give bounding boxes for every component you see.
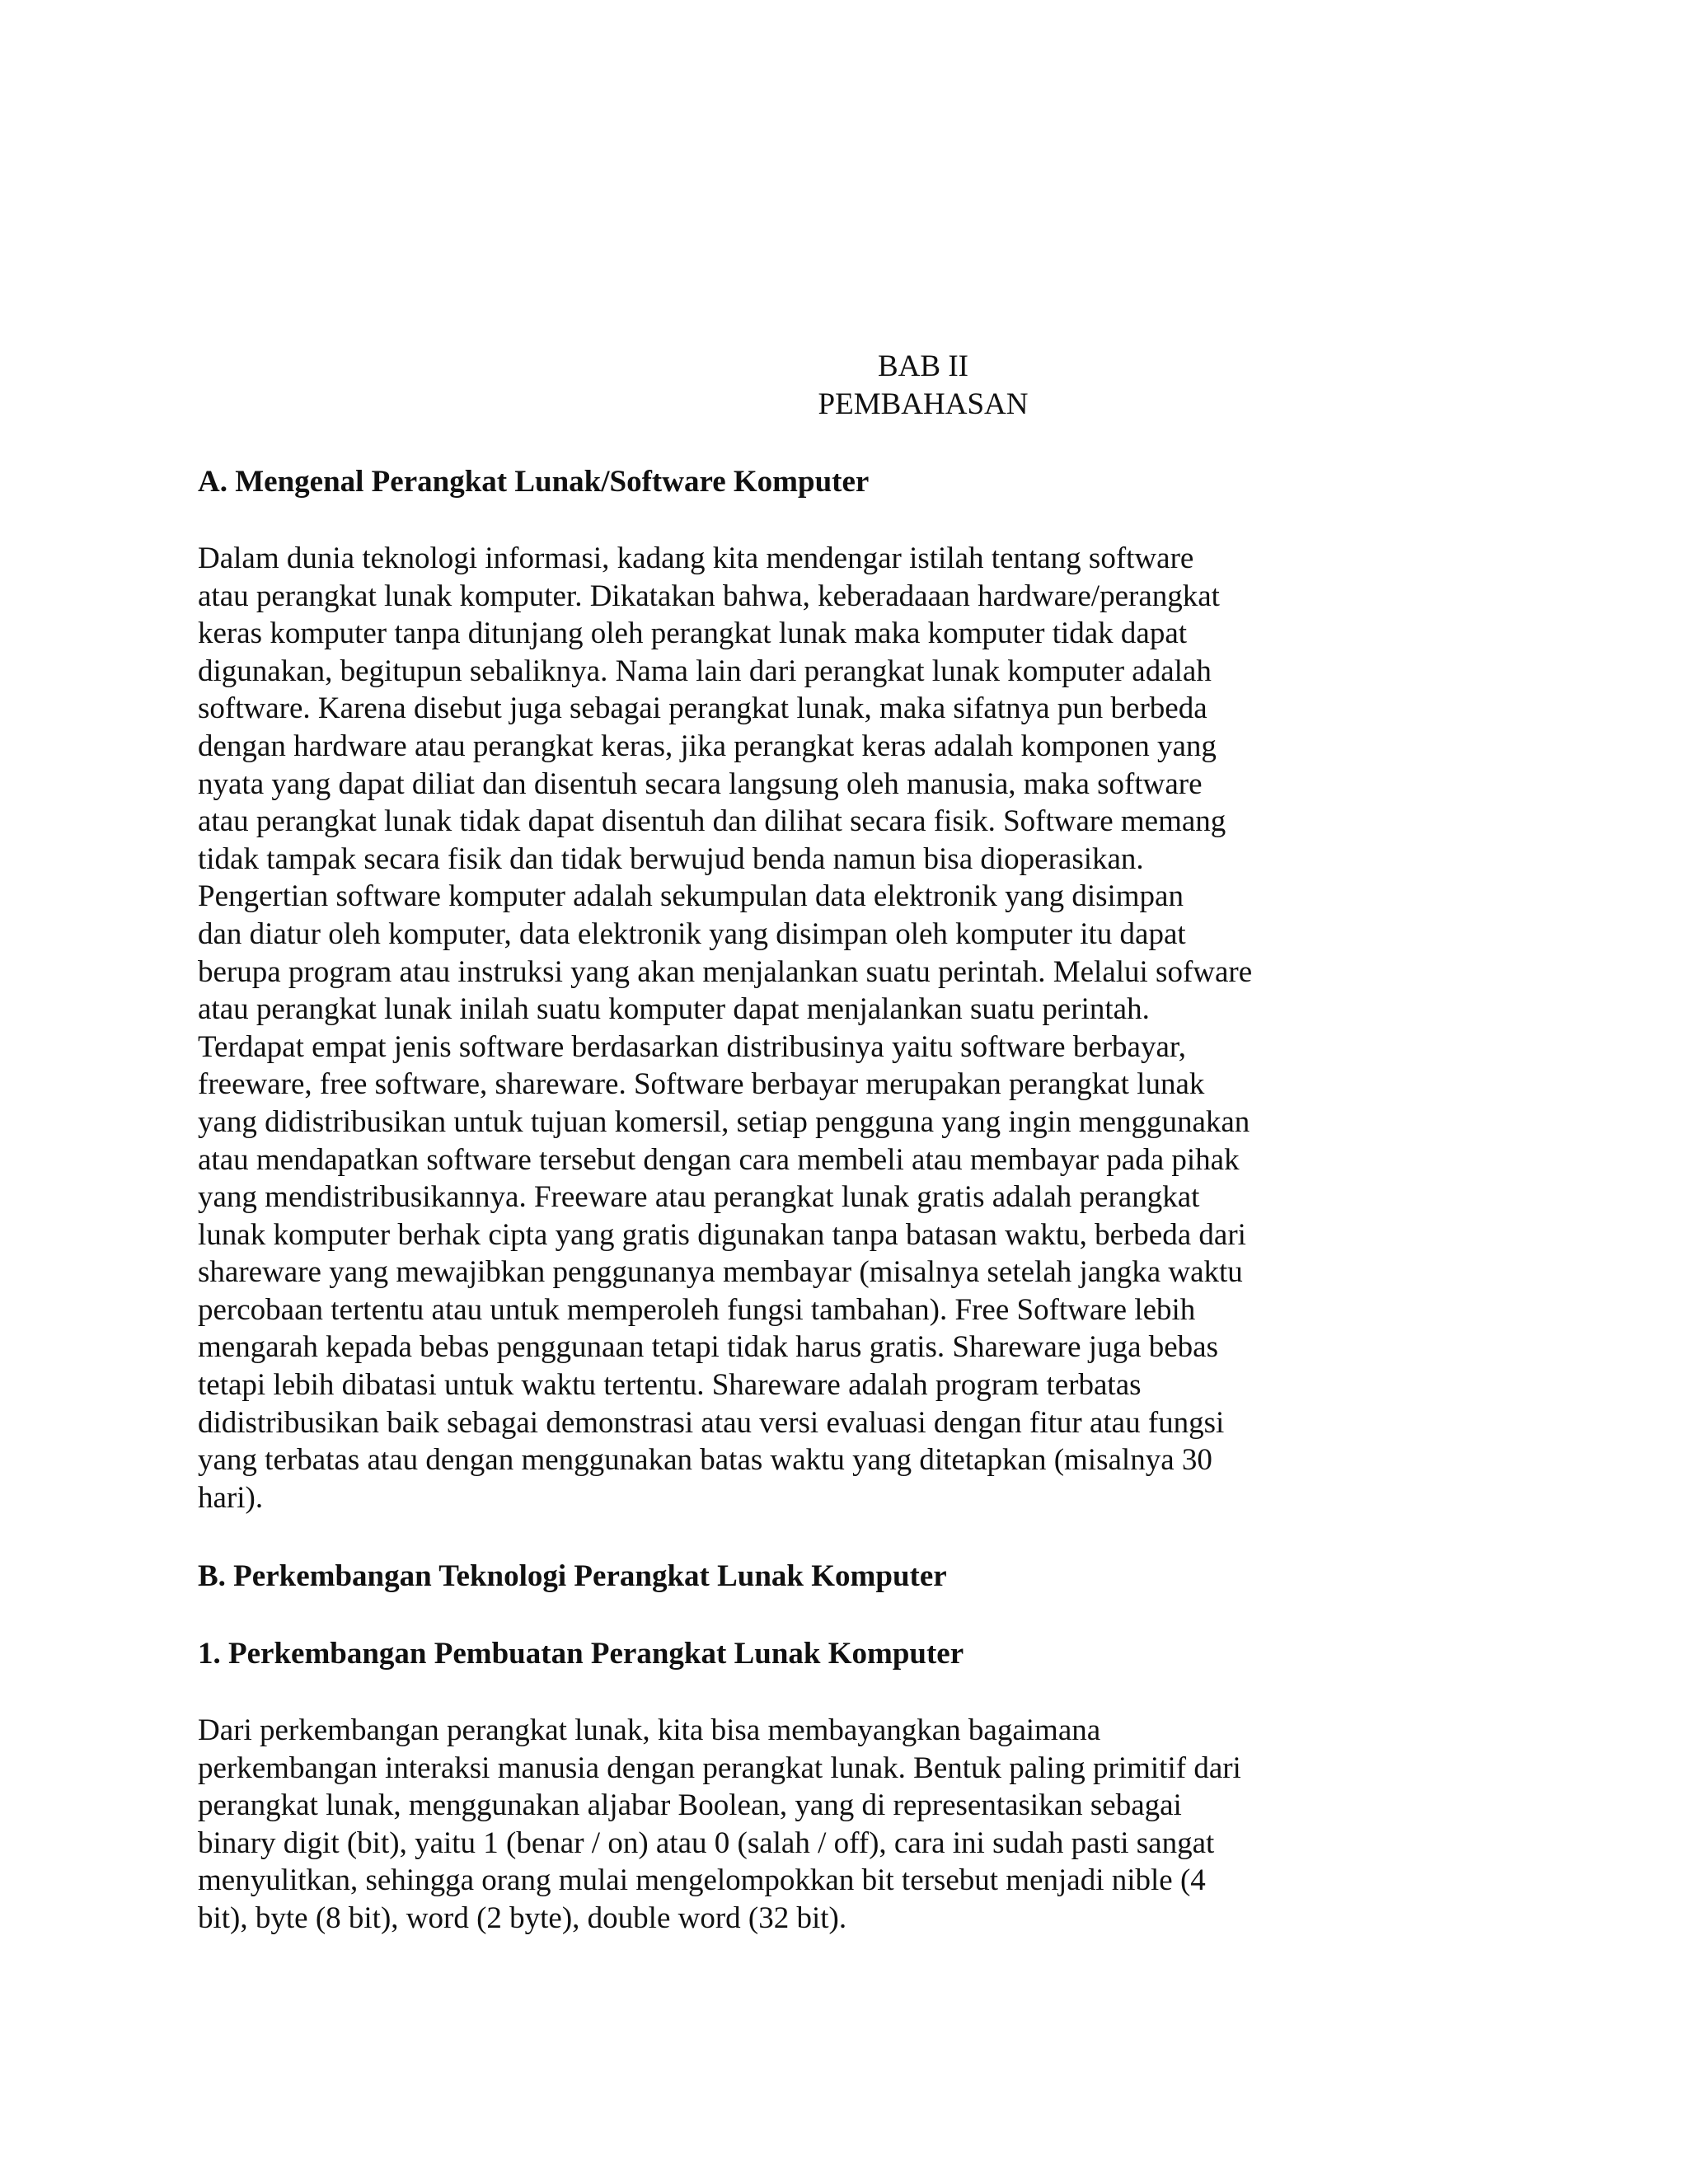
paragraph-line: mengarah kepada bebas penggunaan tetapi tidak harus gratis. Shareware juga bebas xyxy=(198,1330,1218,1365)
section-a-heading: A. Mengenal Perangkat Lunak/Software Komputer xyxy=(198,465,870,499)
paragraph-line: Dalam dunia teknologi informasi, kadang kita mendengar istilah tentang software xyxy=(198,541,1194,575)
paragraph-line: digunakan, begitupun sebaliknya. Nama lain dari perangkat lunak komputer adalah xyxy=(198,654,1212,688)
paragraph-line: atau perangkat lunak inilah suatu komputer dapat menjalankan suatu perintah. xyxy=(198,992,1150,1027)
paragraph-line: tidak tampak secara fisik dan tidak berwujud benda namun bisa dioperasikan. xyxy=(198,841,1144,876)
paragraph-line: atau perangkat lunak komputer. Dikatakan bahwa, keberadaaan hardware/perangkat xyxy=(198,579,1220,613)
paragraph-line: yang terbatas atau dengan menggunakan batas waktu yang ditetapkan (misalnya 30 xyxy=(198,1443,1212,1478)
paragraph-line: hari). xyxy=(198,1480,264,1515)
paragraph-line: Terdapat empat jenis software berdasarkan distribusinya yaitu software berbayar, xyxy=(198,1029,1186,1064)
paragraph-line: atau perangkat lunak tidak dapat disentuh dan dilihat secara fisik. Software memang xyxy=(198,804,1226,839)
paragraph-line: didistribusikan baik sebagai demonstrasi atau versi evaluasi dengan fitur atau fungsi xyxy=(198,1405,1225,1440)
paragraph-line: shareware yang mewajibkan penggunanya membayar (misalnya setelah jangka waktu xyxy=(198,1255,1243,1290)
paragraph-line: tetapi lebih dibatasi untuk waktu tertentu. Shareware adalah program terbatas xyxy=(198,1368,1142,1403)
paragraph-line: binary digit (bit), yaitu 1 (benar / on) atau 0 (salah / off), cara ini sudah pasti sangat xyxy=(198,1825,1215,1860)
paragraph-line: menyulitkan, sehingga orang mulai mengelompokkan bit tersebut menjadi nible (4 xyxy=(198,1863,1206,1898)
paragraph-line: Dari perkembangan perangkat lunak, kita bisa membayangkan bagaimana xyxy=(198,1713,1101,1747)
paragraph-line: berupa program atau instruksi yang akan menjalankan suatu perintah. Melalui sofware xyxy=(198,954,1253,989)
paragraph-line: perkembangan interaksi manusia dengan perangkat lunak. Bentuk paling primitif dari xyxy=(198,1750,1241,1785)
chapter-label: BAB II xyxy=(878,349,968,383)
paragraph-line: software. Karena disebut juga sebagai perangkat lunak, maka sifatnya pun berbeda xyxy=(198,691,1207,726)
subsection-b1-paragraph xyxy=(198,1712,1352,1938)
paragraph-line: dan diatur oleh komputer, data elektronik yang disimpan oleh komputer itu dapat xyxy=(198,916,1186,951)
paragraph-line: yang didistribusikan untuk tujuan komersil, setiap pengguna yang ingin menggunakan xyxy=(198,1104,1250,1139)
paragraph-line: percobaan tertentu atau untuk memperoleh fungsi tambahan). Free Software lebih xyxy=(198,1292,1196,1327)
paragraph-line: yang mendistribusikannya. Freeware atau perangkat lunak gratis adalah perangkat xyxy=(198,1180,1200,1215)
paragraph-line: freeware, free software, shareware. Software berbayar merupakan perangkat lunak xyxy=(198,1067,1205,1102)
paragraph-line: atau mendapatkan software tersebut dengan cara membeli atau membayar pada pihak xyxy=(198,1142,1240,1177)
section-a-paragraph xyxy=(198,540,1352,1516)
section-b-heading: B. Perkembangan Teknologi Perangkat Lunak Komputer xyxy=(198,1559,947,1593)
subsection-b1-heading: 1. Perkembangan Pembuatan Perangkat Lunak Komputer xyxy=(198,1637,964,1671)
paragraph-line: Pengertian software komputer adalah sekumpulan data elektronik yang disimpan xyxy=(198,879,1184,914)
chapter-title: PEMBAHASAN xyxy=(818,387,1029,421)
paragraph-line: keras komputer tanpa ditunjang oleh perangkat lunak maka komputer tidak dapat xyxy=(198,616,1188,651)
paragraph-line: lunak komputer berhak cipta yang gratis digunakan tanpa batasan waktu, berbeda dari xyxy=(198,1217,1246,1252)
paragraph-line: perangkat lunak, menggunakan aljabar Boolean, yang di representasikan sebagai xyxy=(198,1788,1182,1823)
paragraph-line: dengan hardware atau perangkat keras, jika perangkat keras adalah komponen yang xyxy=(198,729,1217,763)
paragraph-line: nyata yang dapat diliat dan disentuh secara langsung oleh manusia, maka software xyxy=(198,766,1203,801)
paragraph-line: bit), byte (8 bit), word (2 byte), double word (32 bit). xyxy=(198,1900,847,1935)
